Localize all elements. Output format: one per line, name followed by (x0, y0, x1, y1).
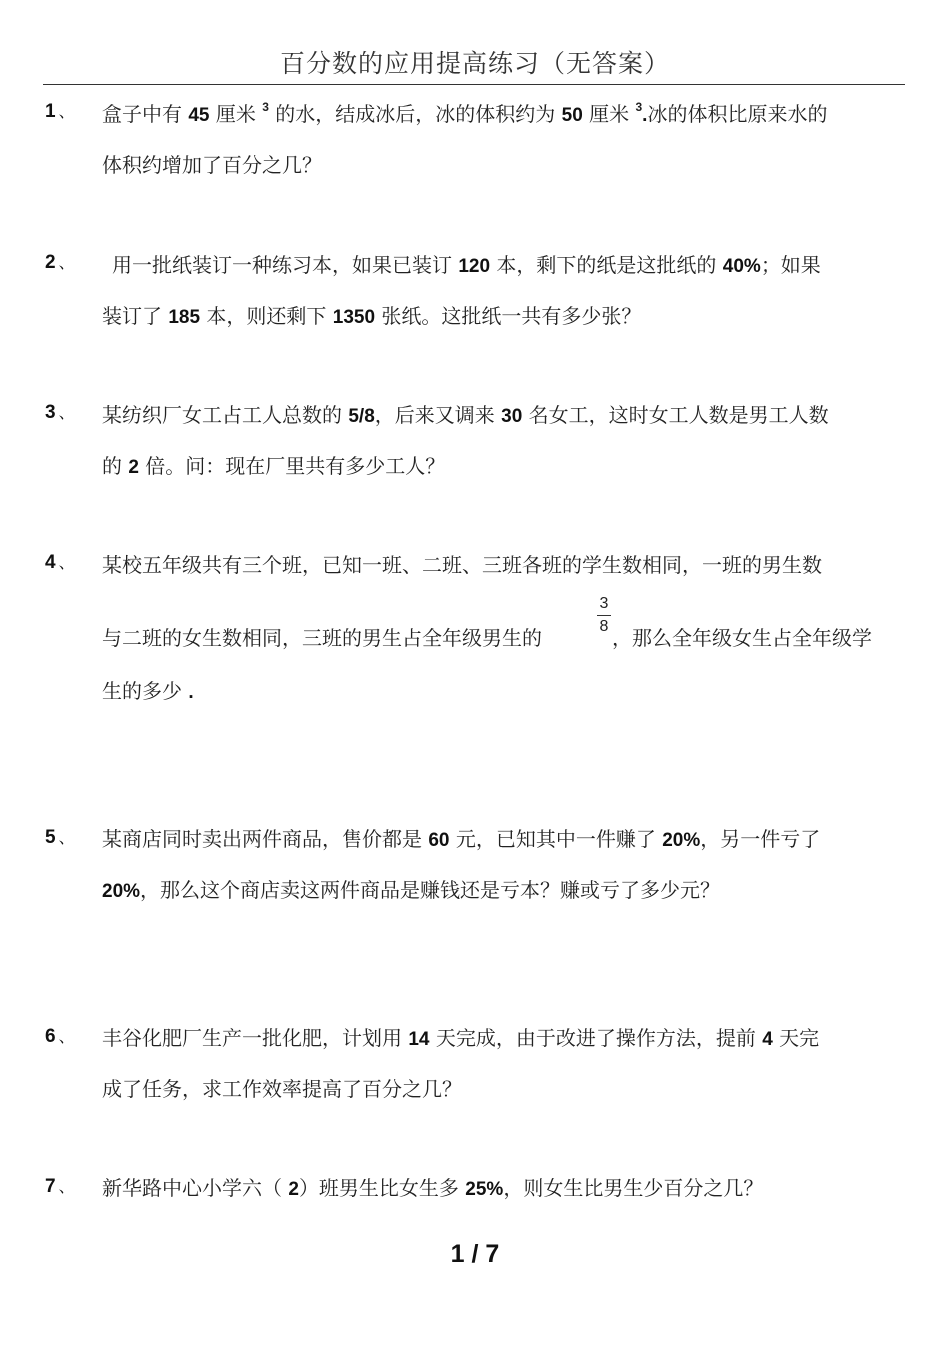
question-4-line-2a: 与二班的女生数相同，三班的男生占全年级男生的 (102, 626, 542, 650)
fraction-three-eighths (595, 594, 613, 637)
question-6-line-2: 成了任务，求工作效率提高了百分之几？ (102, 1077, 462, 1101)
page-indicator: 1 / 7 (450, 1240, 500, 1268)
question-7-line-1: 新华路中心小学六（ 2）班男生比女生多 25%，则女生比男生少百分之几？ (102, 1176, 764, 1200)
question-3-line-1: 某纺织厂女工占工人总数的 5/8，后来又调来 30 名女工，这时女工人数是男工人数 (102, 403, 829, 427)
question-number-7: 7 、 (45, 1176, 75, 1197)
fraction-denominator: 8 (599, 618, 609, 635)
fraction-bar (597, 615, 611, 616)
question-5-line-2: 20%，那么这个商店卖这两件商品是赚钱还是亏本？赚或亏了多少元？ (102, 878, 721, 902)
question-3-line-2: 的 2 倍。问：现在厂里共有多少工人？ (102, 454, 446, 478)
question-5-line-1: 某商店同时卖出两件商品，售价都是 60 元，已知其中一件赚了 20%，另一件亏了 (102, 827, 821, 851)
question-2-line-2: 装订了 185 本，则还剩下 1350 张纸。这批纸一共有多少张？ (102, 304, 642, 328)
question-2-line-1: 用一批纸装订一种练习本，如果已装订 120 本，剩下的纸是这批纸的 40%；如果 (112, 253, 821, 277)
question-4-line-3: 生的多少 . (102, 679, 194, 703)
question-number-3: 3 、 (45, 402, 75, 423)
question-6-line-1: 丰谷化肥厂生产一批化肥，计划用 14 天完成，由于改进了操作方法，提前 4 天完 (102, 1026, 820, 1050)
question-4-line-2b: ，那么全年级女生占全年级学 (612, 626, 872, 650)
question-4-line-1: 某校五年级共有三个班，已知一班、二班、三班各班的学生数相同，一班的男生数 (102, 553, 822, 577)
document-title: 百分数的应用提高练习（无答案） (279, 49, 670, 78)
question-number-2: 2 、 (45, 252, 75, 273)
question-number-5: 5 、 (45, 827, 75, 848)
question-1-line-2: 体积约增加了百分之几？ (102, 153, 322, 177)
title-divider (43, 84, 905, 85)
question-number-6: 6 、 (45, 1026, 75, 1047)
question-number-4: 4 、 (45, 552, 75, 573)
question-1-line-1: 盒子中有 45 厘米 $^3$ 的水，结成冰后，冰的体积约为 50 厘米 $^3$.冰的体积比原来水的 (102, 100, 828, 126)
question-number-1: 1 、 (45, 101, 75, 122)
fraction-numerator: 3 (599, 595, 609, 612)
